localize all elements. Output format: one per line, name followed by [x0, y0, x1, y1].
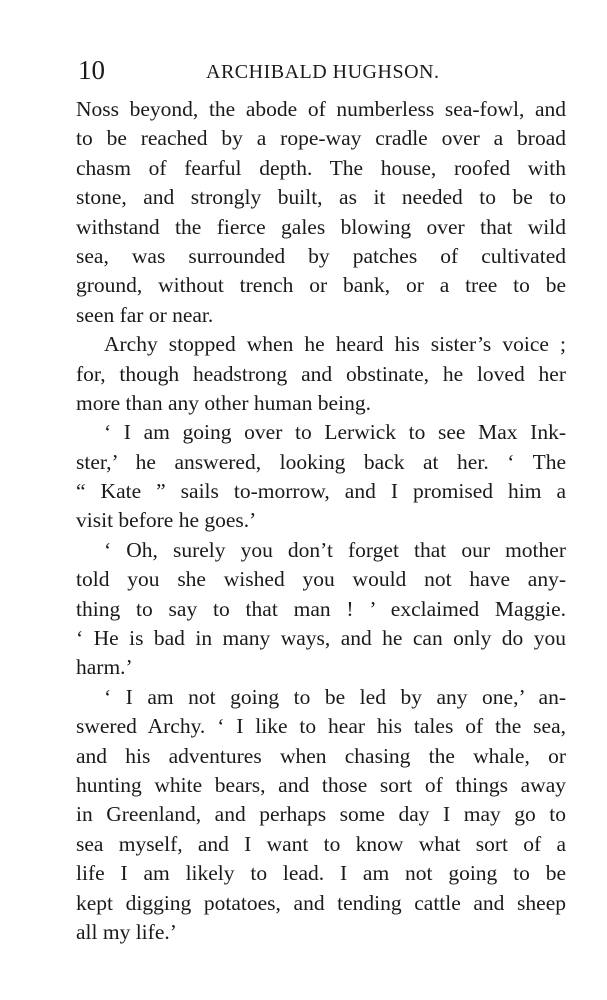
text-line: sea, was surrounded by patches of cultivated [76, 243, 566, 268]
text-line: ster,’ he answered, looking back at her. ‘ The [76, 449, 566, 474]
text-line: told you she wished you would not have any- [76, 567, 566, 592]
text-line: hunting white bears, and those sort of things away [76, 772, 566, 797]
text-line: all my life.’ [76, 919, 177, 944]
text-line: ‘ Oh, surely you don’t forget that our mother [104, 537, 566, 562]
text-line: in Greenland, and perhaps some day I may go to [76, 802, 566, 827]
text-line: chasm of fearful depth. The house, roofed with [76, 155, 566, 180]
page-header [72, 50, 572, 90]
text-line: visit before he goes.’ [76, 508, 257, 533]
text-line: seen far or near. [76, 302, 214, 327]
text-line: thing to say to that man ! ’ exclaimed Maggie. [76, 596, 566, 621]
text-line: for, though headstrong and obstinate, he loved her [76, 361, 566, 386]
text-line: sea myself, and I want to know what sort of a [76, 831, 566, 856]
text-line: kept digging potatoes, and tending cattle and sheep [76, 890, 566, 915]
text-line: ‘ He is bad in many ways, and he can only do you [76, 626, 566, 651]
page-number: 10 [78, 55, 105, 85]
text-line: swered Archy. ‘ I like to hear his tales of the sea, [76, 714, 566, 739]
text-line: and his adventures when chasing the whale, or [76, 743, 566, 768]
text-line: ground, without trench or bank, or a tree to be [76, 273, 566, 298]
body-text [76, 95, 566, 947]
text-line: life I am likely to lead. I am not going to be [76, 861, 566, 886]
text-line: “ Kate ” sails to-morrow, and I promised him a [76, 479, 566, 504]
text-line: Noss beyond, the abode of numberless sea-fowl, and [76, 97, 566, 121]
text-line: harm.’ [76, 655, 133, 680]
text-line: withstand the fierce gales blowing over that wild [76, 214, 566, 239]
text-line: ‘ I am not going to be led by any one,’ an- [104, 684, 566, 709]
text-line: stone, and strongly built, as it needed to be to [76, 185, 566, 210]
text-line: Archy stopped when he heard his sister’s voice ; [104, 332, 566, 357]
text-line: more than any other human being. [76, 390, 371, 415]
running-title: ARCHIBALD HUGHSON. [206, 61, 440, 83]
text-line: ‘ I am going over to Lerwick to see Max Ink- [104, 420, 566, 445]
text-line: to be reached by a rope-way cradle over a broad [76, 126, 566, 151]
